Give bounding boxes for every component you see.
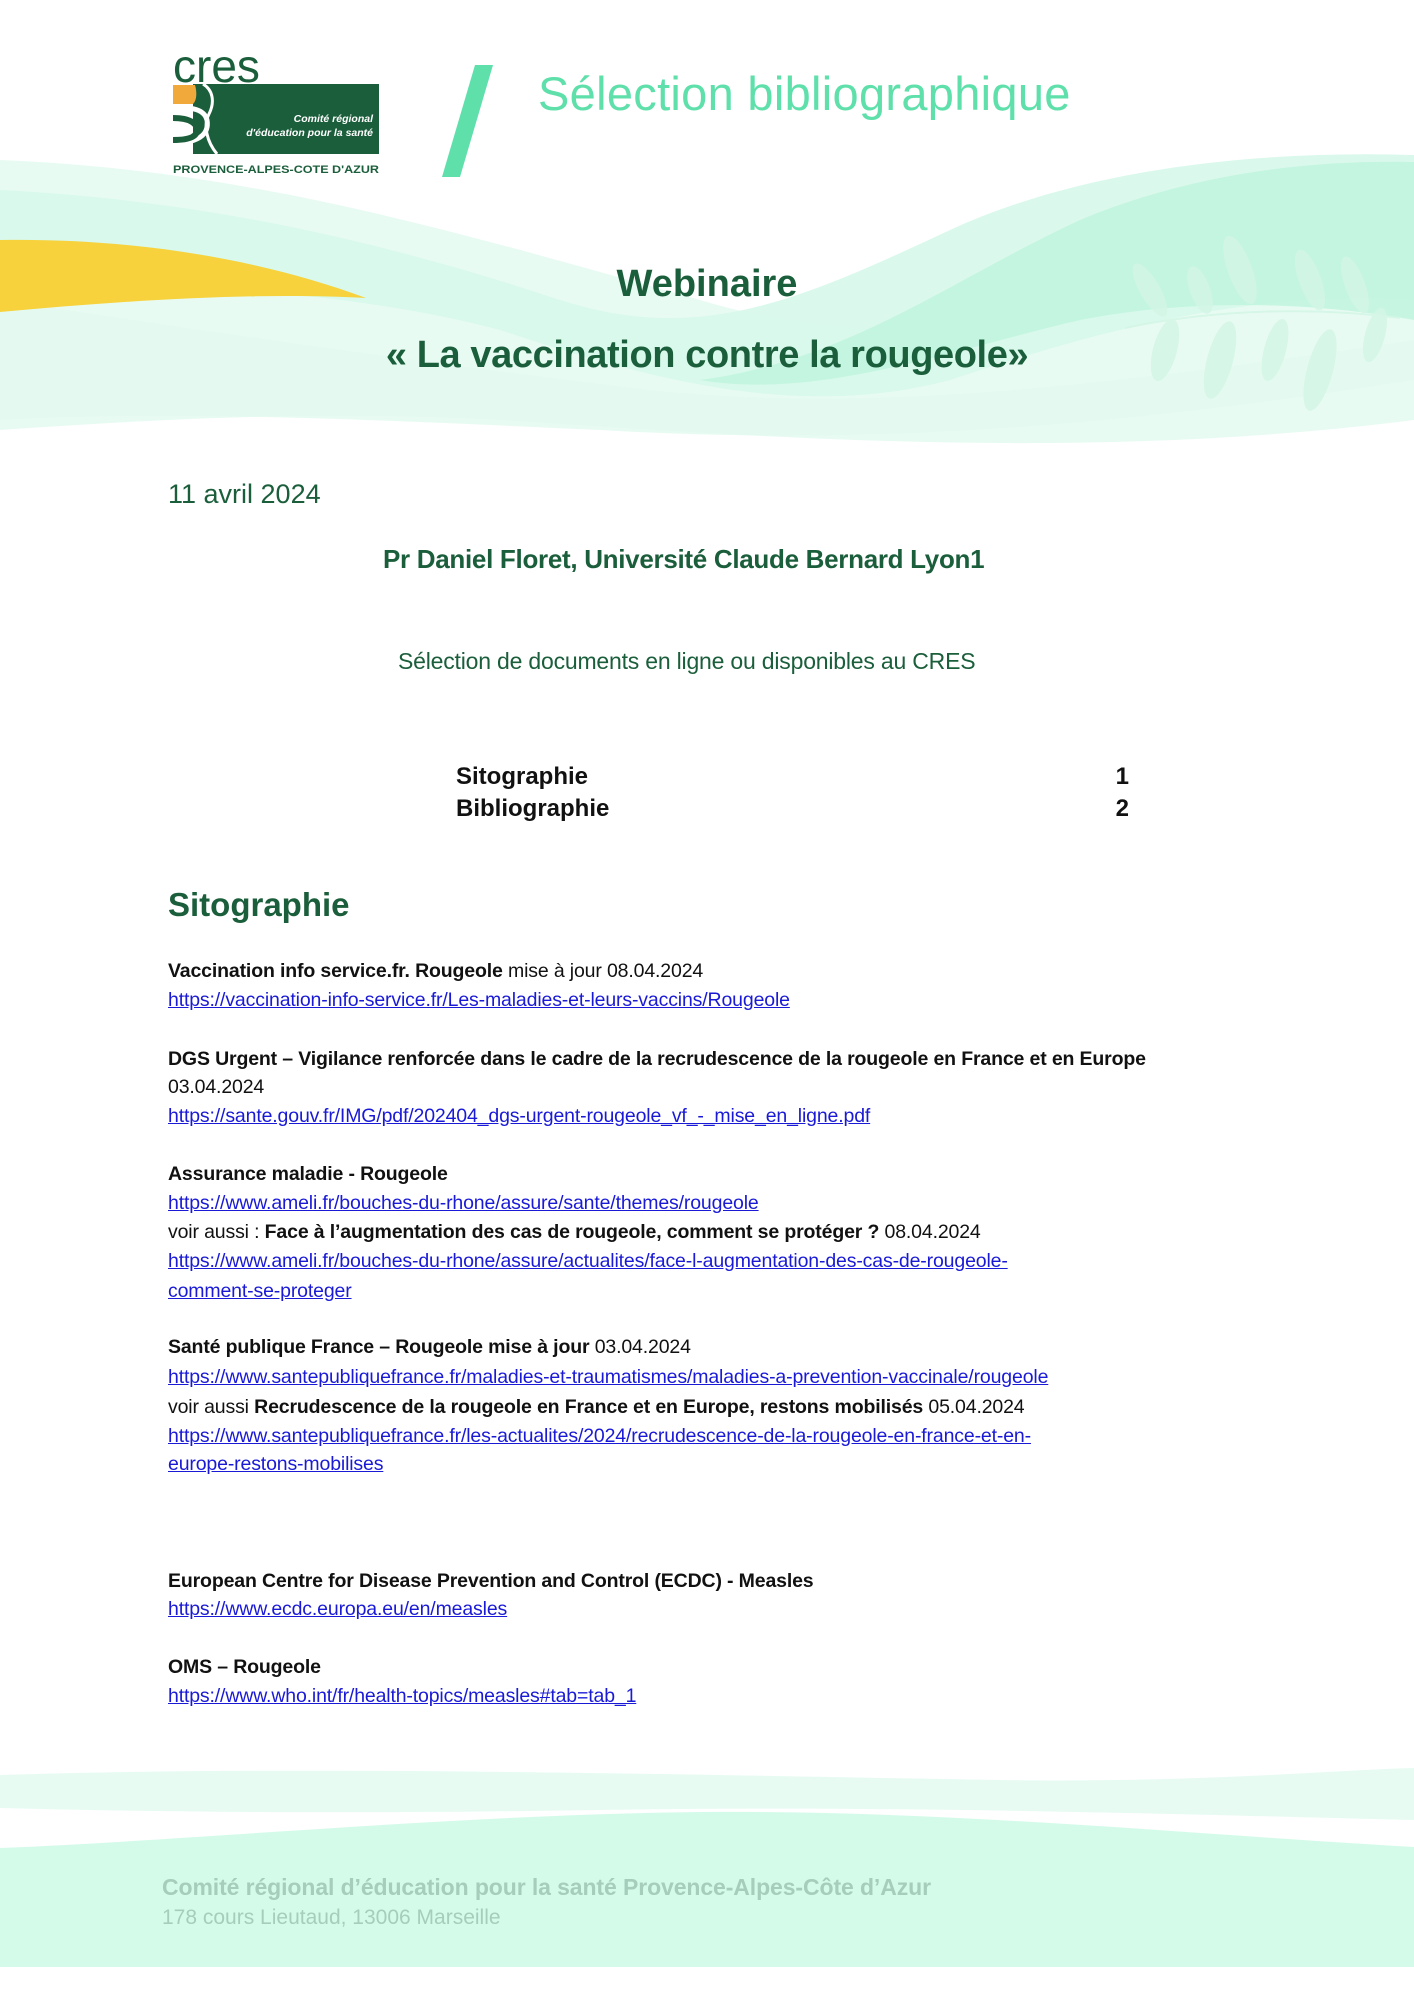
logo-line1: Comité régional: [293, 113, 373, 125]
footer-organization: Comité régional d’éducation pour la santé Provence-Alpes-Côte d’Azur: [162, 1874, 931, 1900]
toc-label: Bibliographie: [456, 795, 610, 822]
webinar-title: « La vaccination contre la rougeole»: [385, 334, 1029, 376]
entry-link[interactable]: https://vaccination-info-service.fr/Les-maladies-et-leurs-vaccins/Rougeole: [168, 989, 790, 1011]
event-date: 11 avril 2024: [168, 479, 321, 509]
entry-link[interactable]: https://www.who.int/fr/health-topics/measles#tab=tab_1: [168, 1685, 637, 1707]
entry-title: [168, 957, 703, 986]
cres-logo: [173, 52, 379, 176]
entry-date: 03.04.2024: [589, 1336, 691, 1358]
speaker: Pr Daniel Floret, Université Claude Bernard Lyon1: [383, 544, 985, 574]
see-also-title: Recrudescence de la rougeole en France et en Europe, restons mobilisés: [254, 1396, 924, 1418]
see-also-link[interactable]: https://www.santepubliquefrance.fr/les-actualites/2024/recrudescence-de-la-rougeole-en-france-et-en-: [168, 1425, 1031, 1447]
entry-link[interactable]: https://www.santepubliquefrance.fr/maladies-et-traumatismes/maladies-a-prevention-vaccinale/rougeole: [168, 1366, 1049, 1388]
selection-note: Sélection de documents en ligne ou disponibles au CRES: [398, 648, 976, 674]
entry-title-text: OMS – Rougeole: [168, 1656, 321, 1678]
toc-label: Sitographie: [456, 763, 589, 790]
see-also-title: Face à l’augmentation des cas de rougeole, comment se protéger ?: [264, 1221, 880, 1243]
logo-line2: d'éducation pour la santé: [246, 127, 373, 139]
see-also-link-cont[interactable]: comment-se-proteger: [168, 1280, 352, 1302]
toc-item-bibliographie[interactable]: [456, 795, 1129, 823]
entry-link[interactable]: https://www.ecdc.europa.eu/en/measles: [168, 1598, 508, 1620]
see-also-prefix: voir aussi :: [168, 1221, 265, 1243]
see-also-prefix: voir aussi: [168, 1396, 255, 1418]
see-also-date: 05.04.2024: [923, 1396, 1025, 1418]
entry-date: 03.04.2024: [168, 1076, 265, 1098]
slash-divider: [442, 65, 493, 177]
toc-page: 2: [1115, 795, 1129, 822]
see-also-link-cont[interactable]: europe-restons-mobilises: [168, 1453, 384, 1475]
section-heading: Sitographie: [168, 886, 350, 923]
entry-title-text: Santé publique France – Rougeole mise à jour: [168, 1336, 590, 1358]
entry-link[interactable]: https://www.ameli.fr/bouches-du-rhone/assure/sante/themes/rougeole: [168, 1192, 759, 1214]
logo-wordmark: cres: [173, 52, 260, 92]
entry-title-text: Assurance maladie - Rougeole: [168, 1163, 448, 1185]
header-title: Sélection bibliographique: [538, 67, 1071, 120]
toc-item-sitographie[interactable]: [456, 763, 1129, 791]
logo-region: PROVENCE-ALPES-COTE D'AZUR: [173, 164, 379, 176]
see-also-date: 08.04.2024: [879, 1221, 981, 1243]
toc-page: 1: [1115, 763, 1129, 790]
entry-title-text: DGS Urgent – Vigilance renforcée dans le cadre de la recrudescence de la rougeole en France et en Europe: [168, 1048, 1146, 1070]
entry-link[interactable]: https://sante.gouv.fr/IMG/pdf/202404_dgs-urgent-rougeole_vf_-_mise_en_ligne.pdf: [168, 1105, 871, 1127]
entry-title-text: Vaccination info service.fr. Rougeole: [168, 960, 503, 982]
entry-date: mise à jour 08.04.2024: [502, 960, 704, 982]
webinar-label: Webinaire: [616, 263, 798, 305]
entry-title-text: European Centre for Disease Prevention and Control (ECDC) - Measles: [168, 1570, 814, 1592]
see-also-link[interactable]: https://www.ameli.fr/bouches-du-rhone/assure/actualites/face-l-augmentation-des-cas-de-rougeole-: [168, 1250, 1008, 1272]
footer-address: 178 cours Lieutaud, 13006 Marseille: [162, 1906, 501, 1929]
